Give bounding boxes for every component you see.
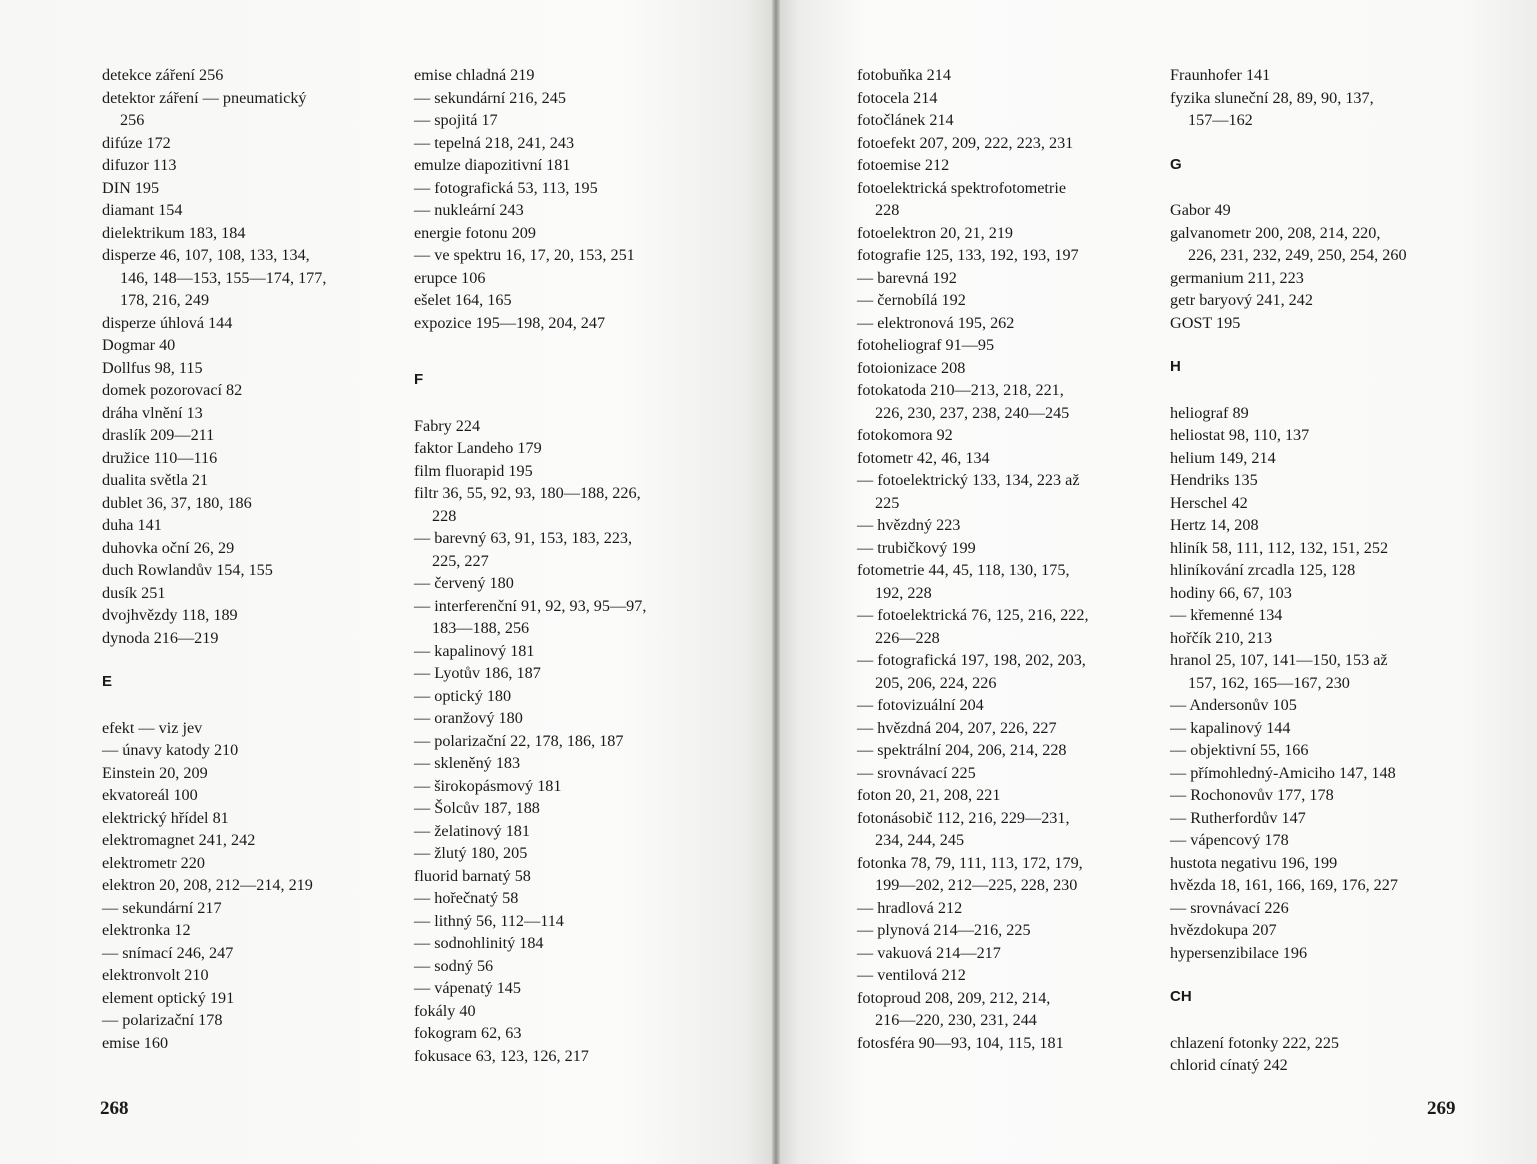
index-entry: — sekundární 216, 245 (414, 88, 566, 107)
index-entry: — fotoelektrická 76, 125, 216, 222, (857, 606, 1089, 624)
index-entry: — sodný 56 (414, 956, 494, 975)
index-entry: fotoelektrická spektrofotometrie (857, 178, 1067, 197)
index-entry: — fotoelektrický 133, 134, 223 až (857, 471, 1080, 489)
index-entry: družice 110—116 (102, 448, 218, 467)
index-entry: — širokopásmový 181 (414, 776, 562, 795)
index-entry: difuzor 113 (102, 156, 177, 174)
index-entry: — polarizační 178 (102, 1011, 223, 1029)
section-letter: H (1170, 358, 1181, 375)
index-entry: Fabry 224 (414, 416, 481, 435)
index-entry: dualita světla 21 (102, 471, 209, 489)
index-entry-continuation: 256 (120, 111, 145, 129)
index-entry: ekvatoreál 100 (102, 786, 198, 804)
index-entry: — ve spektru 16, 17, 20, 153, 251 (414, 246, 635, 264)
index-entry: — plynová 214—216, 225 (857, 921, 1031, 939)
index-entry: galvanometr 200, 208, 214, 220, (1170, 223, 1381, 242)
index-entry: diamant 154 (102, 201, 183, 219)
index-entry: foton 20, 21, 208, 221 (857, 786, 1001, 804)
index-entry: domek pozorovací 82 (102, 381, 243, 399)
index-entry: elektrometr 220 (102, 853, 205, 872)
index-entry: duch Rowlandův 154, 155 (102, 561, 273, 579)
index-entry: — vápencový 178 (1170, 831, 1289, 849)
index-entry: — kapalinový 144 (1170, 718, 1291, 737)
index-entry: disperze úhlová 144 (102, 313, 233, 332)
index-entry: emise chladná 219 (414, 66, 535, 84)
index-entry: hliník 58, 111, 112, 132, 151, 252 (1170, 538, 1389, 557)
index-entry: fokály 40 (414, 1001, 476, 1020)
section-letter: G (1170, 155, 1182, 173)
index-column-4 (1170, 64, 1407, 1077)
index-entry: hodiny 66, 67, 103 (1170, 583, 1292, 602)
index-entry: fotografie 125, 133, 192, 193, 197 (857, 246, 1079, 264)
index-entry: disperze 46, 107, 108, 133, 134, (102, 246, 310, 264)
index-entry: GOST 195 (1170, 313, 1241, 332)
index-entry: fotokatoda 210—213, 218, 221, (857, 381, 1064, 399)
index-entry: Fraunhofer 141 (1170, 66, 1271, 84)
index-entry: — oranžový 180 (414, 709, 523, 727)
index-entry: — barevná 192 (857, 268, 957, 287)
index-entry: fotocela 214 (857, 88, 938, 107)
index-entry: — spojitá 17 (414, 111, 498, 129)
index-entry-continuation: 157—162 (1188, 111, 1253, 129)
index-entry-continuation: 225, 227 (432, 551, 489, 570)
index-entry: hustota negativu 196, 199 (1170, 853, 1338, 872)
index-entry: — vakuová 214—217 (857, 943, 1001, 962)
index-entry: fokusace 63, 123, 126, 217 (414, 1046, 589, 1065)
index-entry: fotometrie 44, 45, 118, 130, 175, (857, 561, 1070, 579)
index-entry: — optický 180 (414, 686, 512, 705)
index-entry: — srovnávací 226 (1170, 898, 1289, 917)
index-entry: — únavy katody 210 (102, 741, 239, 759)
index-entry-continuation: 192, 228 (875, 583, 932, 602)
index-entry: — polarizační 22, 178, 186, 187 (414, 731, 624, 750)
index-entry: — želatinový 181 (414, 821, 530, 840)
index-entry-continuation: 183—188, 256 (432, 619, 530, 637)
index-entry: — fotografická 53, 113, 195 (414, 178, 598, 197)
index-entry: fotoemise 212 (857, 156, 950, 174)
index-entry: dublet 36, 37, 180, 186 (102, 493, 252, 512)
index-entry: fotoionizace 208 (857, 358, 966, 377)
index-entry: — interferenční 91, 92, 93, 95—97, (414, 596, 647, 615)
index-entry: Herschel 42 (1170, 493, 1248, 512)
index-entry: heliostat 98, 110, 137 (1170, 426, 1310, 444)
index-entry: film fluorapid 195 (414, 461, 533, 480)
index-entry: Dollfus 98, 115 (102, 358, 203, 377)
index-entry: hvězdokupa 207 (1170, 921, 1277, 939)
index-entry: — přímohledný-Amiciho 147, 148 (1170, 763, 1396, 782)
index-entry: fotoproud 208, 209, 212, 214, (857, 988, 1051, 1007)
index-entry: helium 149, 214 (1170, 448, 1276, 467)
index-entry: — Šolcův 187, 188 (414, 799, 540, 817)
index-entry: fotokomora 92 (857, 426, 953, 444)
index-entry: energie fotonu 209 (414, 223, 536, 242)
index-entry: — ventilová 212 (857, 966, 966, 984)
index-entry: expozice 195—198, 204, 247 (414, 313, 606, 332)
index-entry: — Rochonovův 177, 178 (1170, 786, 1334, 804)
index-entry: getr baryový 241, 242 (1170, 291, 1313, 309)
index-entry: dráha vlnění 13 (102, 403, 203, 422)
index-entry-continuation: 228 (432, 506, 457, 525)
index-entry: — elektronová 195, 262 (857, 313, 1015, 332)
index-entry: fluorid barnatý 58 (414, 866, 531, 885)
index-entry: fotoefekt 207, 209, 222, 223, 231 (857, 133, 1074, 152)
index-entry: efekt — viz jev (102, 718, 203, 737)
index-column-3 (857, 64, 1089, 1054)
index-entry-continuation: 205, 206, 224, 226 (875, 673, 997, 692)
index-entry: — fotografická 197, 198, 202, 203, (857, 651, 1086, 669)
index-entry: emulze diapozitivní 181 (414, 156, 571, 174)
index-entry: — Andersonův 105 (1170, 696, 1297, 714)
index-entry: fotosféra 90—93, 104, 115, 181 (857, 1033, 1064, 1052)
index-entry: dynoda 216—219 (102, 628, 219, 647)
index-entry-continuation: 226—228 (875, 628, 940, 647)
index-entry: — skleněný 183 (414, 754, 521, 772)
book-gutter (772, 0, 780, 1164)
index-entry: fotočlánek 214 (857, 111, 954, 129)
index-entry: — snímací 246, 247 (102, 943, 234, 962)
index-entry: — trubičkový 199 (857, 538, 976, 557)
index-entry: — hvězdný 223 (857, 516, 961, 534)
index-entry-continuation: 234, 244, 245 (875, 831, 965, 849)
index-entry: duha 141 (102, 516, 162, 534)
index-entry: chlazení fotonky 222, 225 (1170, 1033, 1340, 1052)
index-entry: — barevný 63, 91, 153, 183, 223, (414, 529, 633, 547)
index-entry: — černobílá 192 (857, 291, 966, 309)
index-entry: duhovka oční 26, 29 (102, 538, 235, 557)
index-entry: — lithný 56, 112—114 (414, 911, 564, 930)
index-entry: detekce záření 256 (102, 66, 224, 84)
index-entry: fokogram 62, 63 (414, 1024, 522, 1042)
index-entry: — nukleární 243 (414, 201, 524, 219)
index-entry: fotometr 42, 46, 134 (857, 448, 990, 467)
index-entry: hořčík 210, 213 (1170, 628, 1273, 647)
index-entry-continuation: 226, 231, 232, 249, 250, 254, 260 (1188, 246, 1407, 264)
index-entry: emise 160 (102, 1033, 169, 1052)
index-entry: detektor záření — pneumatický (102, 88, 307, 107)
index-entry: — Lyotův 186, 187 (414, 664, 541, 682)
index-entry: dielektrikum 183, 184 (102, 223, 246, 242)
index-entry: heliograf 89 (1170, 403, 1249, 422)
index-entry: fotonka 78, 79, 111, 113, 172, 179, (857, 853, 1083, 872)
index-entry: fotobuňka 214 (857, 66, 951, 84)
section-letter: E (102, 673, 113, 690)
index-entry: fotoheliograf 91—95 (857, 336, 995, 354)
index-entry: DIN 195 (102, 178, 160, 197)
index-entry: elektronvolt 210 (102, 966, 209, 984)
index-column-2 (414, 64, 646, 1067)
index-entry: hvězda 18, 161, 166, 169, 176, 227 (1170, 876, 1398, 894)
index-entry: fotonásobič 112, 216, 229—231, (857, 808, 1070, 827)
index-entry: — vápenatý 145 (414, 979, 521, 997)
index-entry: — hvězdná 204, 207, 226, 227 (857, 718, 1057, 737)
index-entry: germanium 211, 223 (1170, 268, 1304, 287)
index-entry: Dogmar 40 (102, 336, 176, 354)
index-entry: fotoelektron 20, 21, 219 (857, 223, 1014, 242)
index-entry: elektron 20, 208, 212—214, 219 (102, 876, 313, 894)
index-entry: hypersenzibilace 196 (1170, 943, 1308, 962)
index-entry: Gabor 49 (1170, 201, 1231, 219)
index-entry: fyzika sluneční 28, 89, 90, 137, (1170, 88, 1374, 107)
index-entry: — Rutherfordův 147 (1170, 808, 1306, 827)
index-entry: ešelet 164, 165 (414, 291, 512, 309)
index-entry: — žlutý 180, 205 (414, 844, 528, 862)
index-entry-continuation: 178, 216, 249 (120, 291, 210, 309)
index-entry: faktor Landeho 179 (414, 439, 542, 457)
index-entry-continuation: 226, 230, 237, 238, 240—245 (875, 403, 1070, 422)
index-entry: — křemenné 134 (1170, 606, 1283, 624)
index-entry: Einstein 20, 209 (102, 763, 208, 782)
index-entry-continuation: 157, 162, 165—167, 230 (1188, 673, 1350, 692)
index-entry: — hořečnatý 58 (414, 889, 519, 907)
index-entry: — spektrální 204, 206, 214, 228 (857, 741, 1067, 759)
index-entry: erupce 106 (414, 268, 486, 287)
index-entry: — hradlová 212 (857, 898, 963, 917)
section-letter: F (414, 371, 424, 388)
index-entry-continuation: 216—220, 230, 231, 244 (875, 1011, 1037, 1029)
index-entry: draslík 209—211 (102, 426, 215, 444)
index-entry: — srovnávací 225 (857, 763, 976, 782)
index-entry-continuation: 228 (875, 201, 900, 219)
index-entry: dusík 251 (102, 583, 166, 602)
index-entry: elektronka 12 (102, 921, 191, 939)
index-entry: Hertz 14, 208 (1170, 516, 1259, 534)
index-entry: Hendriks 135 (1170, 471, 1258, 489)
page-number-left: 268 (100, 1098, 129, 1119)
index-entry: — červený 180 (414, 574, 514, 592)
index-column-1 (102, 64, 326, 1054)
index-entry: elektromagnet 241, 242 (102, 831, 256, 849)
index-entry: — objektivní 55, 166 (1170, 741, 1309, 759)
index-entry: hranol 25, 107, 141—150, 153 až (1170, 651, 1388, 669)
index-entry-continuation: 146, 148—153, 155—174, 177, (120, 268, 327, 287)
index-entry-continuation: 199—202, 212—225, 228, 230 (875, 876, 1078, 894)
index-entry: dvojhvězdy 118, 189 (102, 606, 238, 624)
section-letter: CH (1170, 988, 1192, 1005)
index-entry: — sodnohlinitý 184 (414, 934, 544, 952)
index-entry: elektrický hřídel 81 (102, 808, 229, 827)
index-entry: chlorid cínatý 242 (1170, 1056, 1288, 1074)
page-number-right: 269 (1427, 1098, 1456, 1119)
index-entry: element optický 191 (102, 988, 235, 1007)
index-entry: — kapalinový 181 (414, 641, 535, 660)
index-entry-continuation: 225 (875, 493, 900, 512)
index-entry: hliníkování zrcadla 125, 128 (1170, 561, 1356, 579)
index-entry: difúze 172 (102, 133, 171, 152)
index-entry: — sekundární 217 (102, 898, 222, 917)
index-entry: — tepelná 218, 241, 243 (414, 133, 575, 152)
index-entry: — fotovizuální 204 (857, 696, 984, 714)
index-entry: filtr 36, 55, 92, 93, 180—188, 226, (414, 484, 641, 502)
